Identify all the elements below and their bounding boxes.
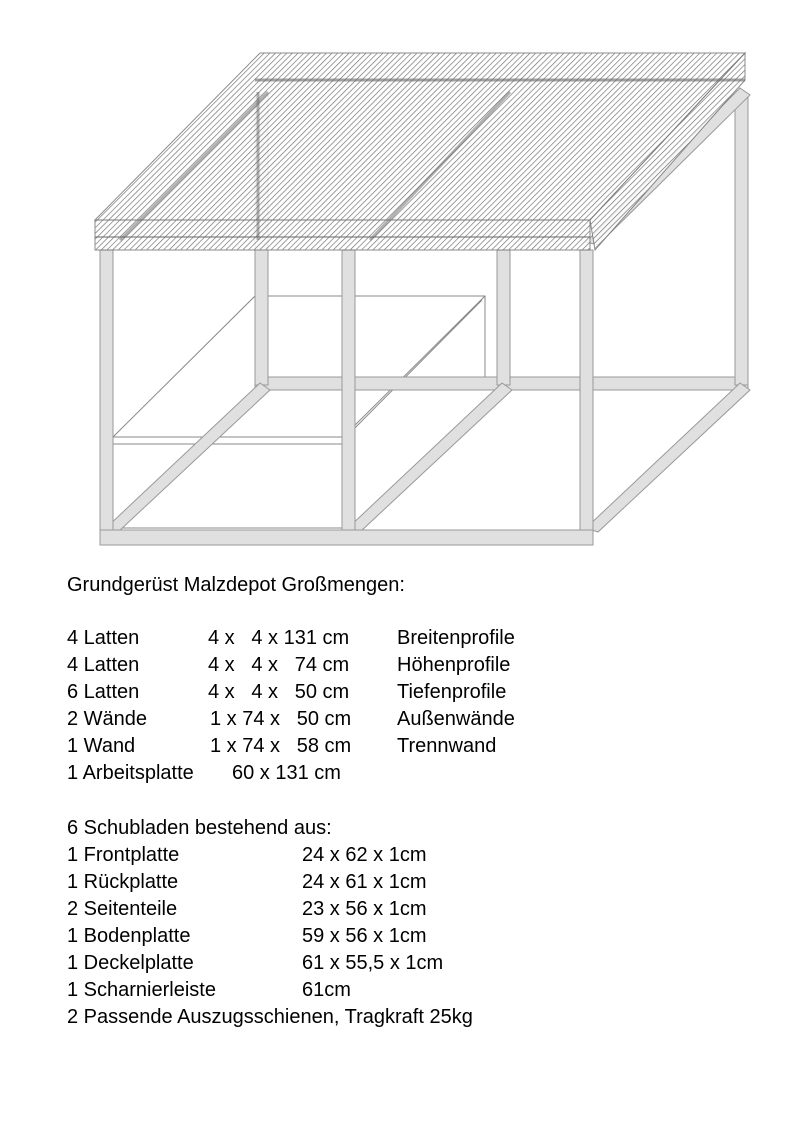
part-desc: Höhenprofile (397, 654, 511, 676)
part-item: 1 Frontplatte (67, 844, 180, 866)
frame-drawing (0, 0, 794, 560)
depth-rail-left (106, 383, 270, 532)
part-desc: Tiefenprofile (397, 681, 507, 703)
page-title: Grundgerüst Malzdepot Großmengen: (67, 574, 405, 596)
part-item: 1 Scharnierleiste (67, 979, 216, 1001)
part-item: 1 Bodenplatte (67, 925, 191, 947)
part-item: 1 Wand (67, 735, 136, 757)
part-dims: 23 x 56 x 1cm (302, 898, 427, 920)
part-desc: Trennwand (397, 735, 497, 757)
part-item: 4 Latten (67, 654, 140, 676)
part-row (67, 652, 767, 679)
part-item: 2 Seitenteile (67, 898, 178, 920)
part-item: 2 Wände (67, 708, 148, 730)
depth-rail-right (586, 383, 750, 532)
drawer-heading: 6 Schubladen bestehend aus: (67, 817, 332, 839)
part-dims: 1 x 74 x 50 cm (210, 708, 352, 730)
depth-rail-middle (348, 383, 512, 532)
footer-line: 2 Passende Auszugsschienen, Tragkraft 25kg (67, 1006, 473, 1028)
part-dims: 4 x 4 x 131 cm (208, 627, 350, 649)
part-item: 1 Deckelplatte (67, 952, 194, 974)
part-dims: 61 x 55,5 x 1cm (302, 952, 444, 974)
part-row (67, 923, 767, 950)
post-back-middle (497, 250, 510, 385)
part-row (67, 842, 767, 869)
part-dims: 1 x 74 x 58 cm (210, 735, 352, 757)
part-desc: Außenwände (397, 708, 515, 730)
part-row (67, 977, 767, 1004)
post-front-right (580, 250, 593, 530)
front-bottom-rail (100, 530, 593, 545)
part-dims: 61cm (302, 979, 351, 1001)
part-dims: 24 x 61 x 1cm (302, 871, 427, 893)
work-plate (95, 53, 745, 250)
part-row (67, 869, 767, 896)
part-dims: 4 x 4 x 50 cm (208, 681, 350, 703)
part-desc: Breitenprofile (397, 627, 515, 649)
post-back-right (735, 95, 748, 385)
drawer-box (113, 296, 485, 528)
part-row (67, 625, 767, 652)
part-row (67, 679, 767, 706)
part-dims: 60 x 131 cm (232, 762, 341, 784)
part-row (67, 760, 767, 787)
post-front-middle (342, 250, 355, 530)
part-item: 1 Rückplatte (67, 871, 179, 893)
part-row (67, 733, 767, 760)
part-row (67, 950, 767, 977)
part-dims: 24 x 62 x 1cm (302, 844, 427, 866)
post-front-left (100, 250, 113, 530)
part-dims: 4 x 4 x 74 cm (208, 654, 350, 676)
part-item: 6 Latten (67, 681, 140, 703)
part-item: 4 Latten (67, 627, 140, 649)
part-item: 1 Arbeitsplatte (67, 762, 194, 784)
part-dims: 59 x 56 x 1cm (302, 925, 427, 947)
part-row (67, 706, 767, 733)
part-row (67, 896, 767, 923)
